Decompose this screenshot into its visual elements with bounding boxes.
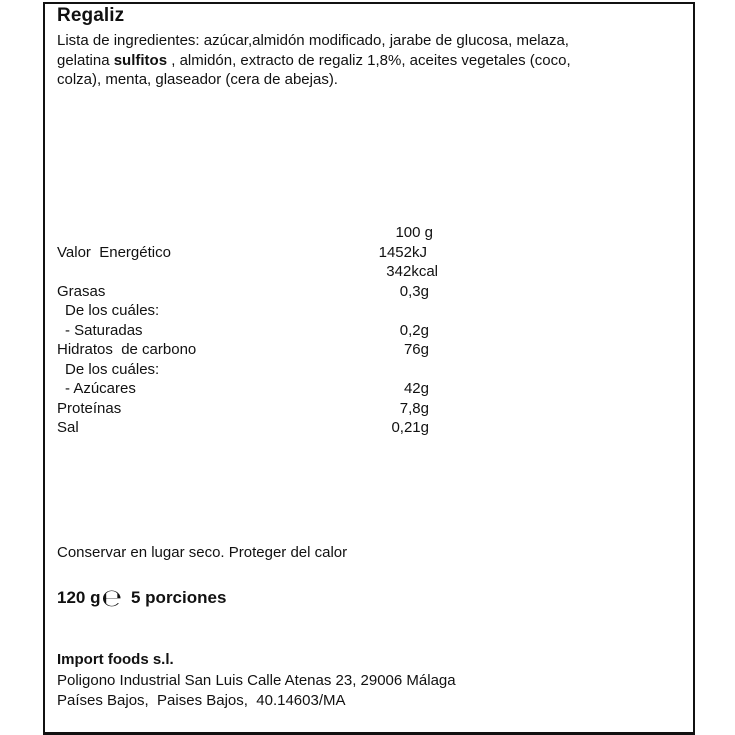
portions-count: 5 porciones — [131, 588, 227, 607]
nutrition-row — [57, 360, 437, 380]
net-quantity — [57, 583, 227, 612]
nutrition-label: - Saturadas — [65, 321, 143, 339]
ingredients-text: colza), menta, glaseador (cera de abejas). — [57, 71, 338, 89]
estimated-sign-icon: ℮ — [101, 583, 122, 612]
nutrition-header-row — [57, 223, 437, 243]
manufacturer-origin: Países Bajos, Paises Bajos, 40.14603/MA — [57, 692, 346, 709]
nutrition-value: 76g — [403, 341, 429, 358]
nutrition-value: 42g — [403, 380, 429, 397]
storage-instructions: Conservar en lugar seco. Proteger del calor — [57, 544, 348, 561]
nutrition-value: 342kcal — [386, 263, 438, 280]
nutrition-table — [57, 223, 437, 438]
ingredients-text: Lista de ingredientes: azúcar,almidón modificado, jarabe de glucosa, melaza, — [57, 32, 569, 49]
nutrition-label: De los cuáles: — [65, 302, 160, 319]
manufacturer-address: Poligono Industrial San Luis Calle Atenas 23, 29006 Málaga — [57, 672, 456, 689]
ingredients-text: gelatina — [57, 51, 114, 69]
ingredients-line — [57, 31, 657, 51]
product-label — [43, 2, 695, 735]
ingredients-text: , almidón, extracto de regaliz 1,8%, aceites vegetales (coco, — [167, 51, 571, 69]
product-title: Regaliz — [57, 5, 125, 26]
nutrition-value: 7,8g — [399, 399, 429, 417]
nutrition-row — [57, 301, 437, 321]
nutrition-row — [57, 243, 437, 263]
net-weight: 120 g — [57, 588, 101, 607]
nutrition-label: Valor Energético — [57, 243, 171, 261]
nutrition-row — [57, 282, 437, 302]
nutrition-value: 0,3g — [399, 282, 429, 300]
ingredients-line — [57, 51, 657, 71]
nutrition-label: Proteínas — [57, 399, 122, 417]
manufacturer-name: Import foods s.l. — [57, 651, 174, 668]
ingredients-line — [57, 70, 657, 90]
nutrition-value: 0,2g — [399, 321, 429, 339]
nutrition-label: Grasas — [57, 282, 106, 300]
nutrition-row — [57, 340, 437, 360]
nutrition-row — [57, 262, 437, 282]
ingredients-list — [57, 31, 657, 90]
nutrition-value: 1452kJ — [378, 243, 427, 261]
nutrition-row — [57, 399, 437, 419]
nutrition-row — [57, 379, 437, 399]
nutrition-value: 0,21g — [391, 419, 429, 436]
nutrition-row — [57, 418, 437, 438]
nutrition-label: Sal — [57, 419, 79, 436]
nutrition-row — [57, 321, 437, 341]
allergen-highlight: sulfitos — [113, 51, 168, 69]
nutrition-label: - Azúcares — [65, 380, 136, 397]
nutrition-column-header: 100 g — [395, 224, 433, 241]
nutrition-label: Hidratos de carbono — [57, 341, 197, 358]
nutrition-label: De los cuáles: — [65, 360, 160, 378]
